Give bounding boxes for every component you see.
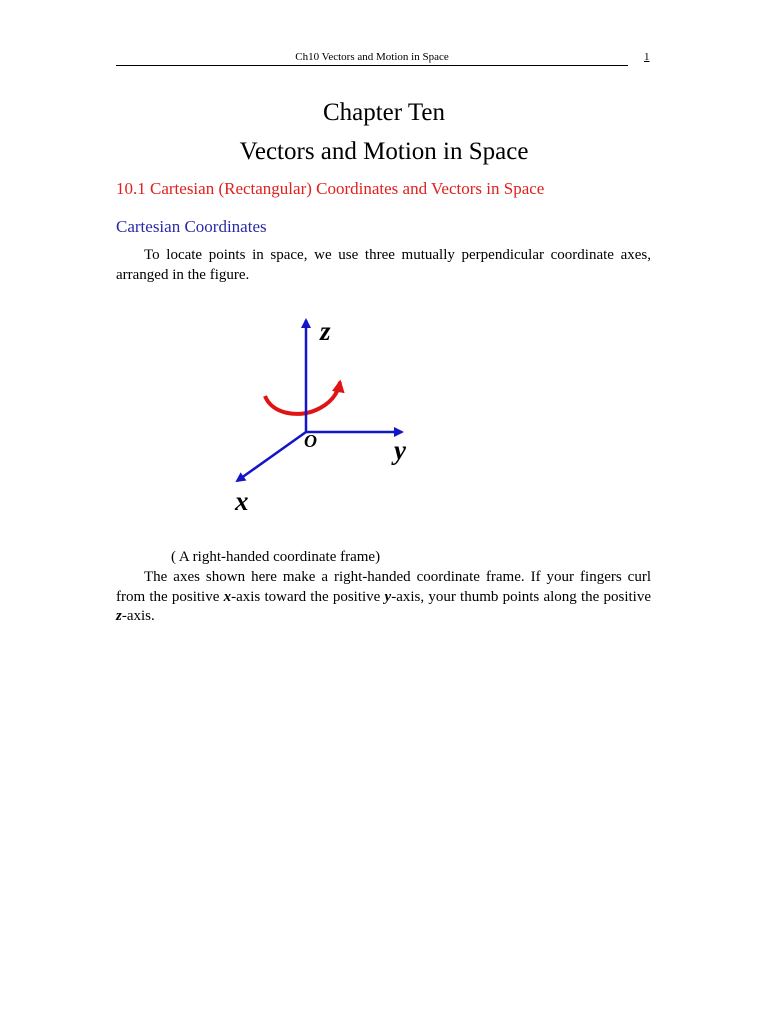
header-title: Ch10 Vectors and Motion in Space [295, 51, 449, 63]
subsection-heading: Cartesian Coordinates [116, 217, 267, 236]
x-axis [237, 432, 306, 481]
rotation-arrow-icon [265, 382, 340, 414]
chapter-title: Chapter Ten [322, 99, 446, 126]
header-divider [116, 65, 628, 66]
paragraph-text: -axis toward the positive [231, 588, 385, 605]
figure-caption: ( A right-handed coordinate frame) [171, 549, 381, 565]
x-term: x [223, 588, 232, 605]
y-term: y [384, 588, 392, 605]
z-term: z [116, 608, 122, 624]
right-hand-paragraph [116, 568, 651, 627]
coordinate-frame-figure [220, 310, 440, 525]
intro-paragraph: To locate points in space, we use three mutually perpendicular coordinate axes, arranged in the figure. [116, 247, 651, 283]
chapter-subtitle: Vectors and Motion in Space [239, 138, 529, 165]
origin-label: O [304, 431, 317, 451]
paragraph-text: -axis, your thumb points along the positive [391, 588, 651, 605]
x-axis-label: x [235, 486, 249, 516]
paragraph-text: -axis. [121, 608, 155, 624]
page-number: 1 [644, 51, 650, 63]
z-axis-label: z [320, 316, 331, 346]
section-heading: 10.1 Cartesian (Rectangular) Coordinates and Vectors in Space [116, 179, 545, 198]
paragraph-text: The axes shown here make a right-handed coordinate frame. If your fingers curl from the positive [116, 569, 651, 605]
y-axis-label: y [394, 435, 406, 465]
